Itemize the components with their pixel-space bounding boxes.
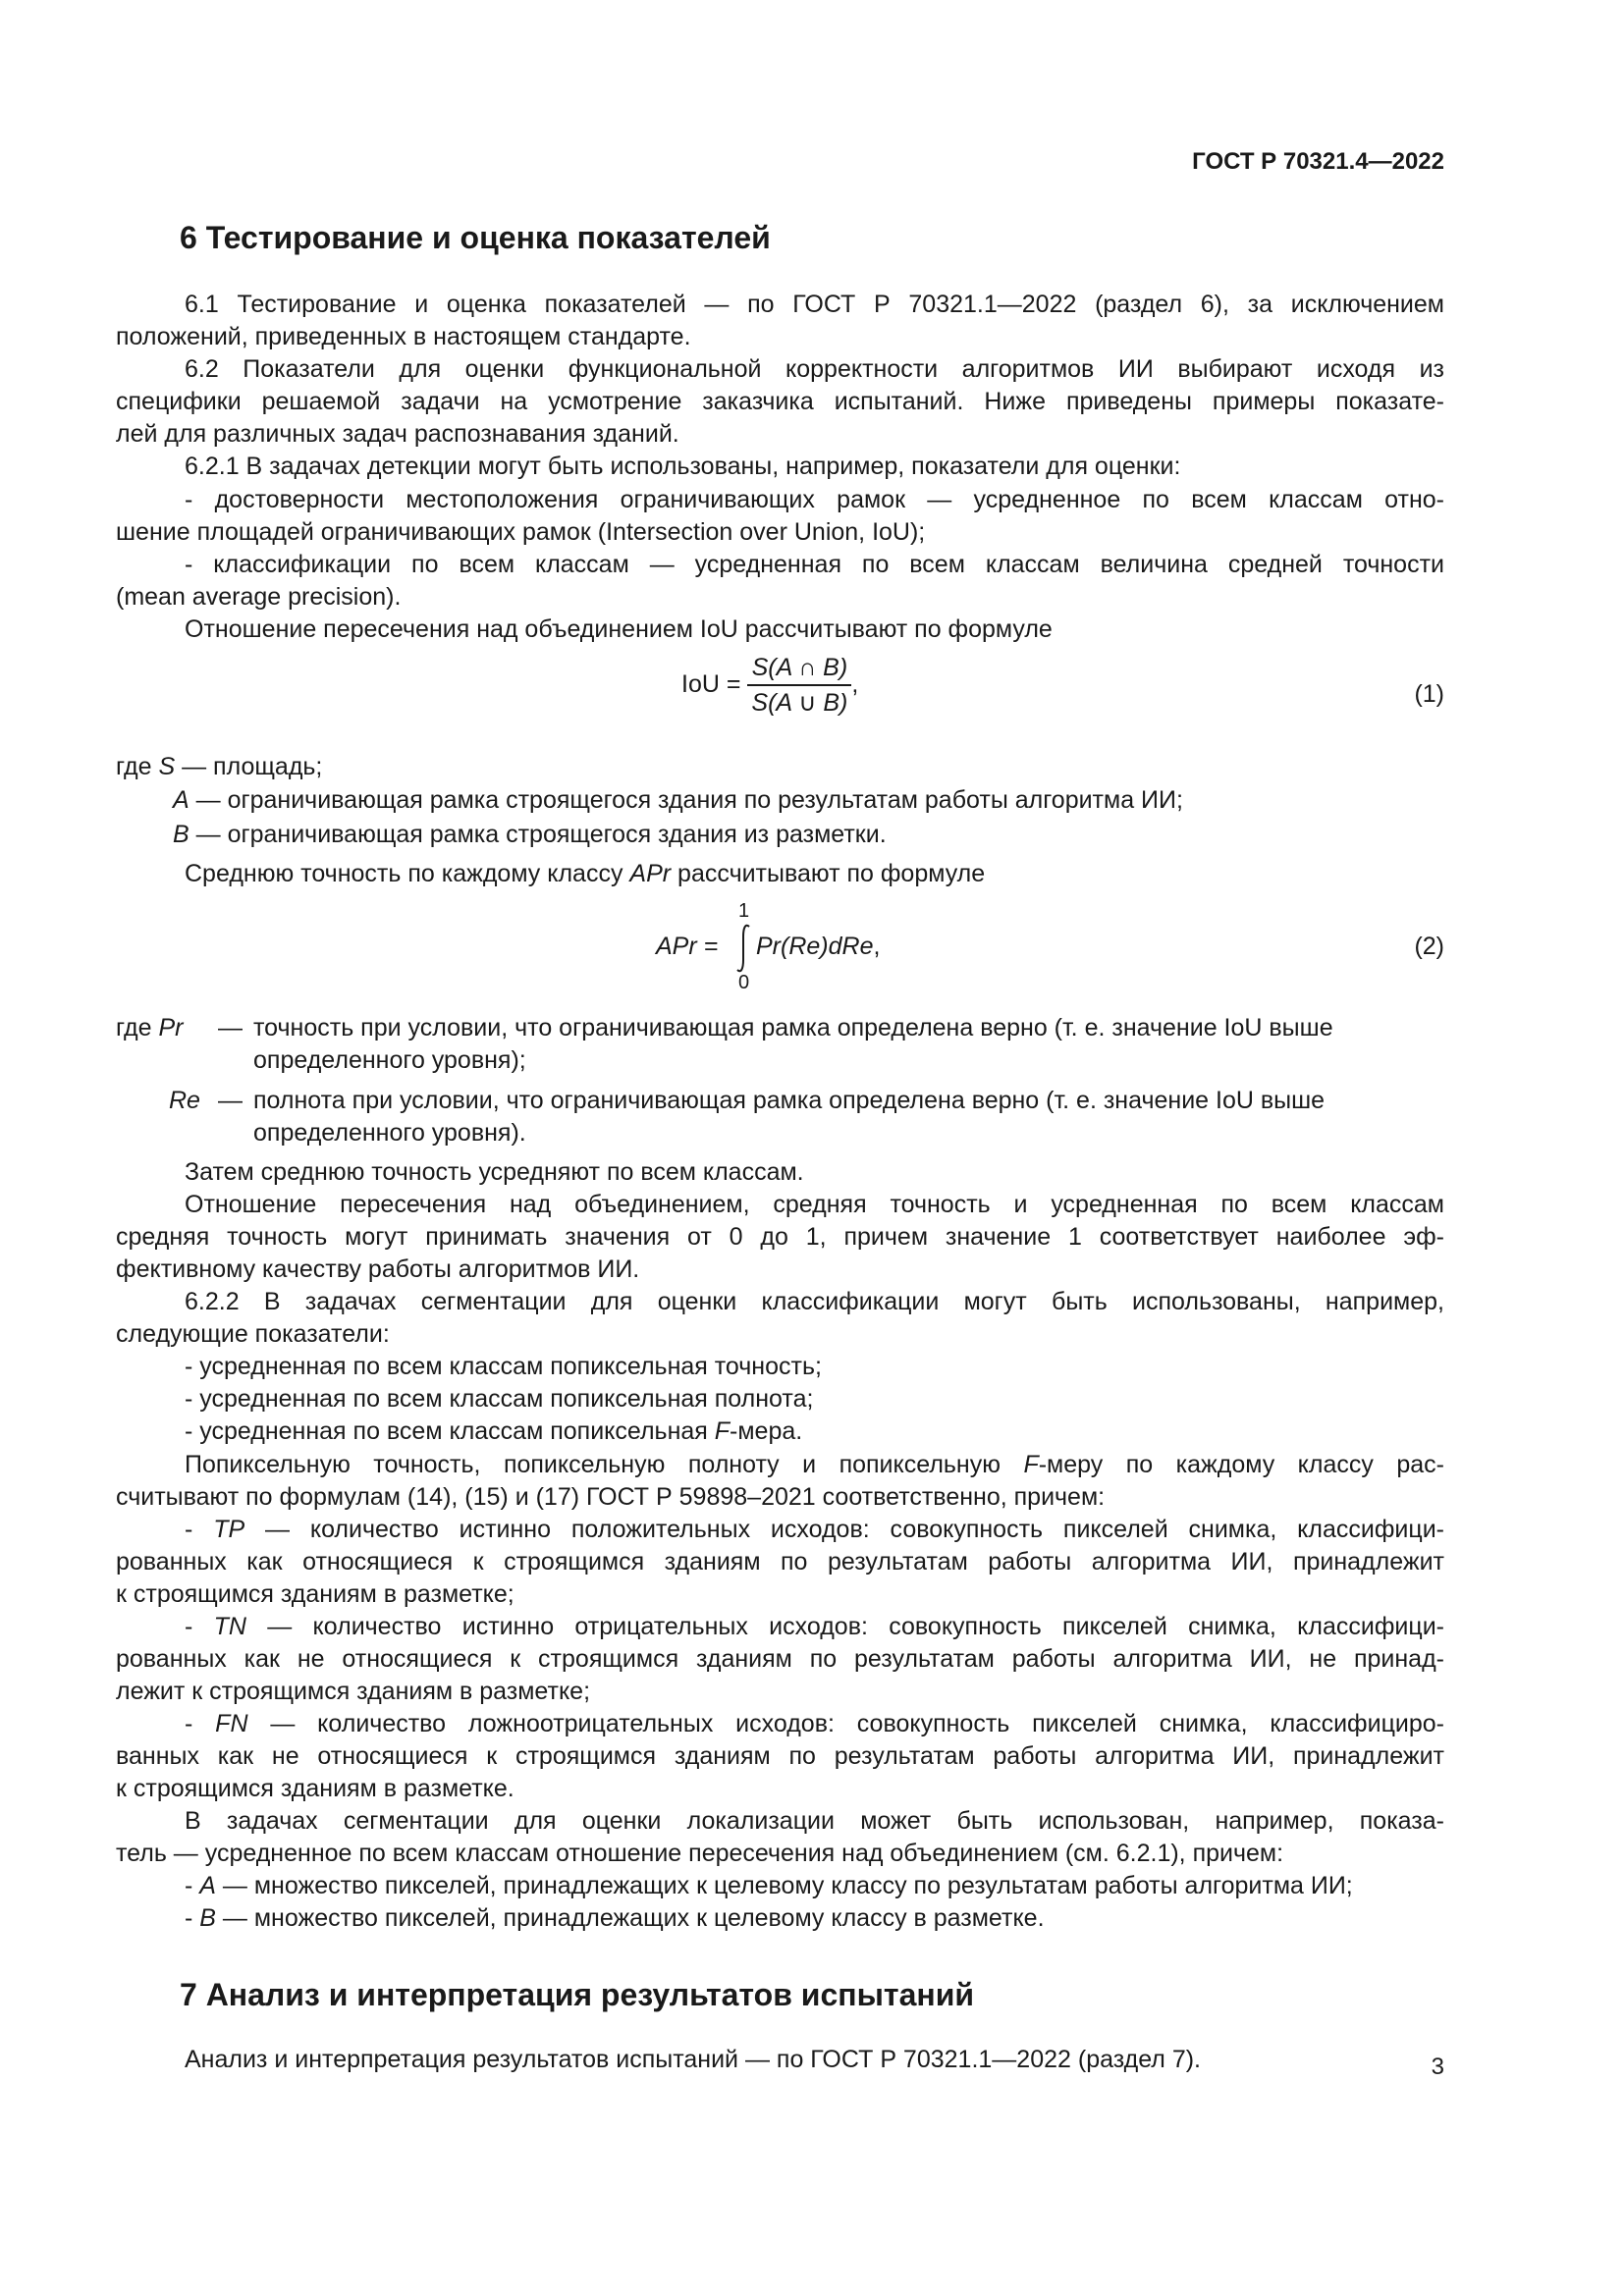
pix-line1-a: Попиксельную точность, попиксельную полноту и попиксельную [185,1451,1024,1478]
pix-line1-b: -меру по каждому классу рас- [1038,1451,1444,1478]
symbol-pr: Pr [158,1014,184,1041]
p61-line1: 6.1 Тестирование и оценка показателей — по ГОСТ Р 70321.1—2022 (раздел 6), за исключением [185,291,1444,318]
dash: — [218,1087,243,1114]
tp-line1 [185,1514,1444,1546]
integral-sign-icon [734,923,754,974]
loc-b-text: — множество пикселей, принадлежащих к целевому классу в разметке. [215,1904,1045,1932]
apr-intro-symbol: APr [629,860,672,887]
fn-line3: к строящимся зданиям в разметке. [116,1775,514,1802]
formula-2-number: (2) [1414,933,1444,960]
average-line: Затем среднюю точность усредняют по всем классам. [185,1158,804,1186]
p622-line1: 6.2.2 В задачах сегментации для оценки классификации могут быть использованы, например, [185,1288,1444,1315]
formula-iou-tail: , [851,670,859,699]
formula-iou [681,654,858,718]
symbol-a: A [173,786,189,814]
where2-re-label [169,1085,200,1117]
pix-line1-symbol: F [1023,1451,1039,1478]
p61-line2: положений, приведенных в настоящем стандарте. [116,323,691,350]
where2-pr-label [116,1012,183,1044]
pix-line1 [185,1449,1444,1481]
where2-re-line1: полнота при условии, что ограничивающая рамка определена верно (т. е. значение IoU выше [253,1087,1326,1114]
formula-apr-integrand: Pr(Re)dRe [756,933,874,960]
where1-s-text: — площадь; [175,753,323,780]
p7-line: Анализ и интерпретация результатов испытаний — по ГОСТ Р 70321.1—2022 (раздел 7). [185,2046,1201,2073]
pix-line2: считывают по формулам (14), (15) и (17) ГОСТ Р 59898–2021 соответственно, причем: [116,1483,1106,1511]
apr-intro-after: рассчитывают по формуле [671,860,986,887]
tn-line1 [185,1611,1444,1643]
loc-b-symbol: B [199,1904,216,1932]
section-6-title: 6 Тестирование и оценка показателей [180,220,771,255]
loc-a-symbol: A [199,1872,216,1899]
where2-label: где [116,1014,152,1041]
seg-item-1: - усредненная по всем классам попиксельная точность; [185,1353,822,1380]
tp-line3: к строящимся зданиям в разметке; [116,1580,514,1608]
loc-a-item [185,1870,1353,1902]
where1-s [116,751,322,783]
page-number: 3 [1431,2054,1444,2080]
p62-line1: 6.2 Показатели для оценки функциональной корректности алгоритмов ИИ выбирают исходя из [185,355,1444,383]
seg-item-3-before: - усредненная по всем классам попиксельная [185,1417,715,1445]
where-label: где [116,753,152,780]
apr-intro-before: Среднюю точность по каждому классу [185,860,630,887]
section-7-title: 7 Анализ и интерпретация результатов испытаний [180,1977,975,2012]
loc-line1: В задачах сегментации для оценки локализации может быть использован, например, показа- [185,1807,1444,1835]
where2-pr-line1: точность при условии, что ограничивающая рамка определена верно (т. е. значение IoU выше [253,1014,1333,1041]
dash: — [218,1014,243,1041]
symbol-re: Re [169,1087,200,1114]
seg-item-2: - усредненная по всем классам попиксельная полнота; [185,1385,814,1413]
document-code: ГОСТ Р 70321.4—2022 [1192,148,1444,175]
seg-item-3-symbol: F [714,1417,731,1445]
tp-dash: - [185,1516,214,1543]
p62-line3: лей для различных задач распознавания зданий. [116,420,679,448]
values-line2: средняя точность могут принимать значения от 0 до 1, причем значение 1 соответствует наиболее эф- [116,1223,1444,1251]
tn-symbol: TN [213,1613,246,1640]
formula-apr-lhs: APr = [656,933,719,960]
bullet1-line2: шение площадей ограничивающих рамок (Intersection over Union, IoU); [116,518,926,546]
formula-apr-body [756,933,880,961]
loc-b-item [185,1902,1045,1935]
formula-1-number: (1) [1414,680,1444,708]
loc-b-dash: - [185,1904,200,1932]
formula-iou-denominator: S(A ∪ B) [751,689,848,717]
where1-b [173,819,887,851]
loc-line2: тель — усредненное по всем классам отношение пересечения над объединением (см. 6.2.1), причем: [116,1840,1284,1867]
fn-line1-text: — количество ложноотрицательных исходов: совокупность пикселей снимка, классифициро- [247,1710,1444,1737]
loc-a-text: — множество пикселей, принадлежащих к целевому классу по результатам работы алгоритма ИИ; [215,1872,1353,1899]
integral-lower-limit: 0 [738,972,750,993]
fn-dash: - [185,1710,216,1737]
where2-re-line2: определенного уровня). [253,1119,526,1147]
tn-line3: лежит к строящимся зданиям в разметке; [116,1678,591,1705]
symbol-b: B [173,821,189,848]
fn-line1 [185,1708,1444,1740]
bullet1-line1: - достоверности местоположения ограничивающих рамок — усредненное по всем классам отно- [185,486,1444,513]
where1-a-text: — ограничивающая рамка строящегося здания по результатам работы алгоритма ИИ; [189,786,1183,814]
p621-line: 6.2.1 В задачах детекции могут быть использованы, например, показатели для оценки: [185,453,1181,480]
where1-a [173,784,1183,817]
iou-intro: Отношение пересечения над объединением IoU рассчитывают по формуле [185,615,1053,643]
p62-line2: специфики решаемой задачи на усмотрение заказчика испытаний. Ниже приведены примеры показате- [116,388,1444,415]
formula-apr-tail: , [873,933,881,960]
fn-symbol: FN [215,1710,248,1737]
bullet2-line1: - классификации по всем классам — усредненная по всем классам величина средней точности [185,551,1444,578]
loc-a-dash: - [185,1872,200,1899]
tp-line2: рованных как относящиеся к строящимся зданиям по результатам работы алгоритма ИИ, принадлежит [116,1548,1444,1575]
values-line1: Отношение пересечения над объединением, средняя точность и усредненная по всем классам [185,1191,1444,1218]
formula-iou-fraction [747,654,851,718]
fn-line2: ванных как не относящиеся к строящимся зданиям по результатам работы алгоритма ИИ, принадлежит [116,1742,1444,1770]
tp-symbol: TP [213,1516,245,1543]
tp-line1-text: — количество истинно положительных исходов: совокупность пикселей снимка, классифици- [244,1516,1444,1543]
formula-iou-lhs: IoU = [681,670,741,699]
p622-line2: следующие показатели: [116,1320,390,1348]
seg-item-3 [185,1415,802,1448]
symbol-s: S [158,753,176,780]
formula-iou-numerator: S(A ∩ B) [747,654,851,686]
tn-line1-text: — количество истинно отрицательных исходов: совокупность пикселей снимка, классифици- [245,1613,1444,1640]
seg-item-3-after: -мера. [730,1417,803,1445]
tn-line2: рованных как не относящиеся к строящимся зданиям по результатам работы алгоритма ИИ, не принад- [116,1645,1444,1673]
apr-intro [185,858,985,890]
where1-b-text: — ограничивающая рамка строящегося здания из разметки. [189,821,887,848]
tn-dash: - [185,1613,214,1640]
values-line3: фективному качеству работы алгоритмов ИИ. [116,1255,640,1283]
bullet2-line2: (mean average precision). [116,583,402,611]
where2-pr-line2: определенного уровня); [253,1046,526,1074]
integral-upper-limit: 1 [738,900,750,922]
